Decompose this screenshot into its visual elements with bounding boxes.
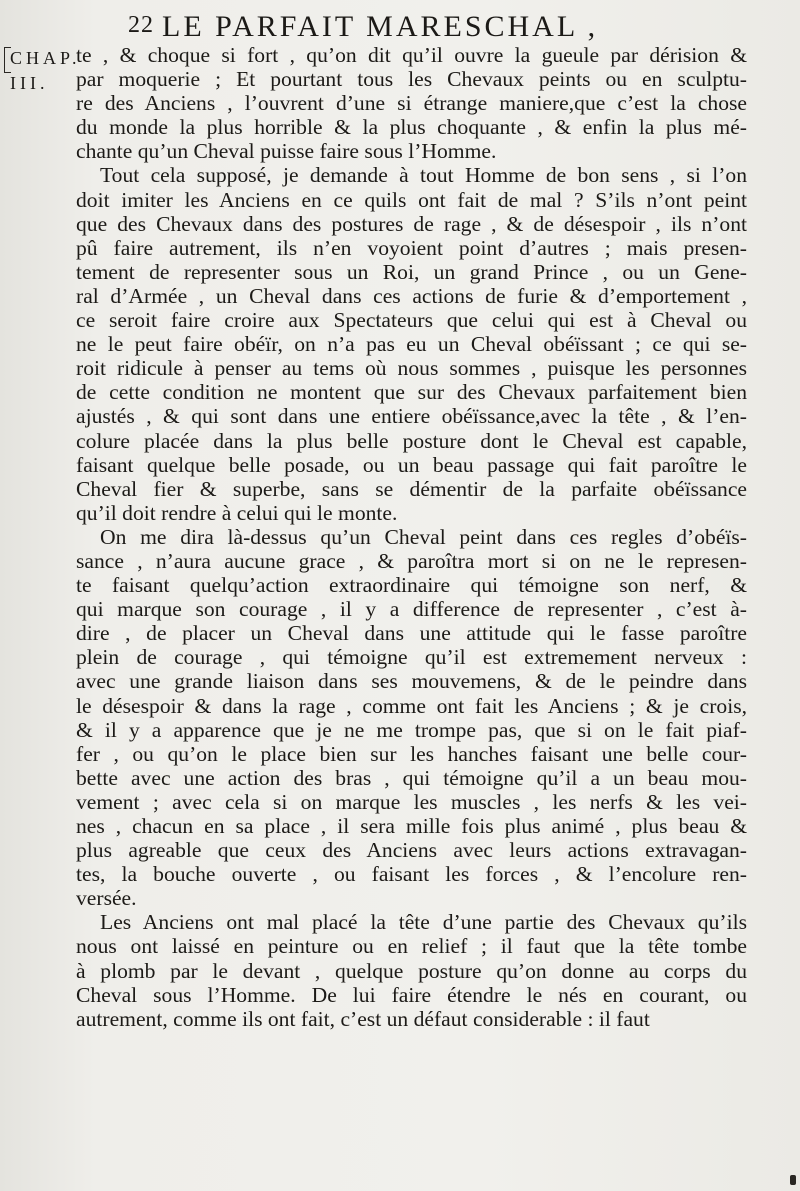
text-line: pû faire autrement, ils n’en voyoient point d’autres ; mais presen- [76, 235, 747, 260]
text-line: ajustés , & qui sont dans une entiere obéïssance,avec la tête , & l’en- [76, 404, 747, 429]
text-line: Les Anciens ont mal placé la tête d’une partie des Chevaux qu’ils [100, 910, 747, 935]
text-line: sance , n’aura aucune grace , & paroîtra mort si on ne le represen- [76, 548, 747, 573]
text-line: Cheval sous l’Homme. De lui faire étendre le nés en courant, ou [76, 982, 747, 1007]
text-line: faisant quelque belle posade, ou un beau passage qui fait paroître le [76, 452, 747, 477]
text-line: plus agreable que ceux des Anciens avec leurs actions extravagan- [76, 838, 747, 863]
chapter-number: III. [10, 73, 49, 93]
text-line: versée. [76, 886, 137, 911]
body-text [76, 43, 747, 1031]
text-line: On me dira là-dessus qu’un Cheval peint dans ces regles d’obéïs- [100, 524, 747, 549]
text-line: de cette condition ne montent que sur des Chevaux parfaitement bien [76, 380, 747, 405]
text-line: qui marque son courage , il y a difference de representer , c’est à- [76, 597, 747, 622]
text-line: colure placée dans la plus belle posture dont le Cheval est capable, [76, 428, 747, 453]
corner-mark [790, 1175, 796, 1185]
page-header [128, 10, 688, 46]
text-line: tes, la bouche ouverte , ou faisant les forces , & l’encolure ren- [76, 862, 747, 887]
text-line: chante qu’un Cheval puisse faire sous l’Homme. [76, 139, 497, 164]
text-line: dire , de placer un Cheval dans une attitude qui le fasse paroître [76, 621, 747, 646]
text-line: du monde la plus horrible & la plus choquante , & enfin la plus mé- [76, 115, 747, 140]
text-line: te , & choque si fort , qu’on dit qu’il ouvre la gueule par dérision & [76, 43, 747, 67]
text-line: nes , chacun en sa place , il sera mille fois plus animé , plus beau & [76, 814, 747, 838]
text-line: Cheval fier & superbe, sans se démentir de la parfaite obéïssance [76, 476, 747, 501]
text-line: roit ridicule à penser au tems où nous sommes , puisque les personnes [76, 356, 747, 381]
text-line: re des Anciens , l’ouvrent d’une si étrange maniere,que c’est la chose [76, 91, 747, 116]
text-line: par moquerie ; Et pourtant tous les Chevaux peints ou en sculptu- [76, 67, 747, 92]
page-number: 22 [128, 12, 154, 38]
text-line: Tout cela supposé, je demande à tout Homme de bon sens , si l’on [100, 163, 747, 188]
running-title: LE PARFAIT MARESCHAL , [162, 10, 599, 43]
chapter-margin-note [10, 46, 81, 96]
text-line: autrement, comme ils ont fait, c’est un défaut considerable : il faut [76, 1006, 650, 1031]
text-line: avec une grande liaison dans ses mouvemens, & de le peindre dans [76, 669, 747, 694]
text-line: qu’il doit rendre à celui qui le monte. [76, 500, 398, 525]
text-line: ne le peut faire obéïr, on n’a pas eu un Cheval obéïssant ; ce qui se- [76, 332, 747, 357]
text-line: le désespoir & dans la rage , comme ont fait les Anciens ; & je crois, [76, 693, 747, 718]
text-line: & il y a apparence que je ne me trompe pas, que si on le fait piaf- [76, 717, 747, 742]
text-line: plein de courage , qui témoigne qu’il est extremement nerveux : [76, 645, 747, 670]
text-line: vement ; avec cela si on marque les muscles , les nerfs & les vei- [76, 789, 747, 814]
text-line: ral d’Armée , un Cheval dans ces actions de furie & d’emportement , [76, 283, 747, 308]
text-line: bette avec une action des bras , qui témoigne qu’il a un beau mou- [76, 765, 747, 790]
text-line: que des Chevaux dans des postures de rage , & de désespoir , ils n’ont [76, 211, 747, 236]
text-line: nous ont laissé en peinture ou en relief ; il faut que la tête tombe [76, 934, 747, 959]
text-line: te faisant quelqu’action extraordinaire qui témoigne son nerf, & [76, 573, 747, 598]
text-line: ce seroit faire croire aux Spectateurs que celui qui est à Cheval ou [76, 308, 747, 333]
text-line: à plomb par le devant , quelque posture qu’on donne au corps du [76, 958, 747, 983]
text-line: fer , ou qu’on le place bien sur les hanches faisant une belle cour- [76, 741, 747, 766]
text-line: tement de representer sous un Roi, un grand Prince , ou un Gene- [76, 259, 747, 284]
text-line: doit imiter les Anciens en ce quils ont fait de mal ? S’ils n’ont peint [76, 187, 747, 212]
chapter-label: CHAP. [10, 48, 81, 68]
